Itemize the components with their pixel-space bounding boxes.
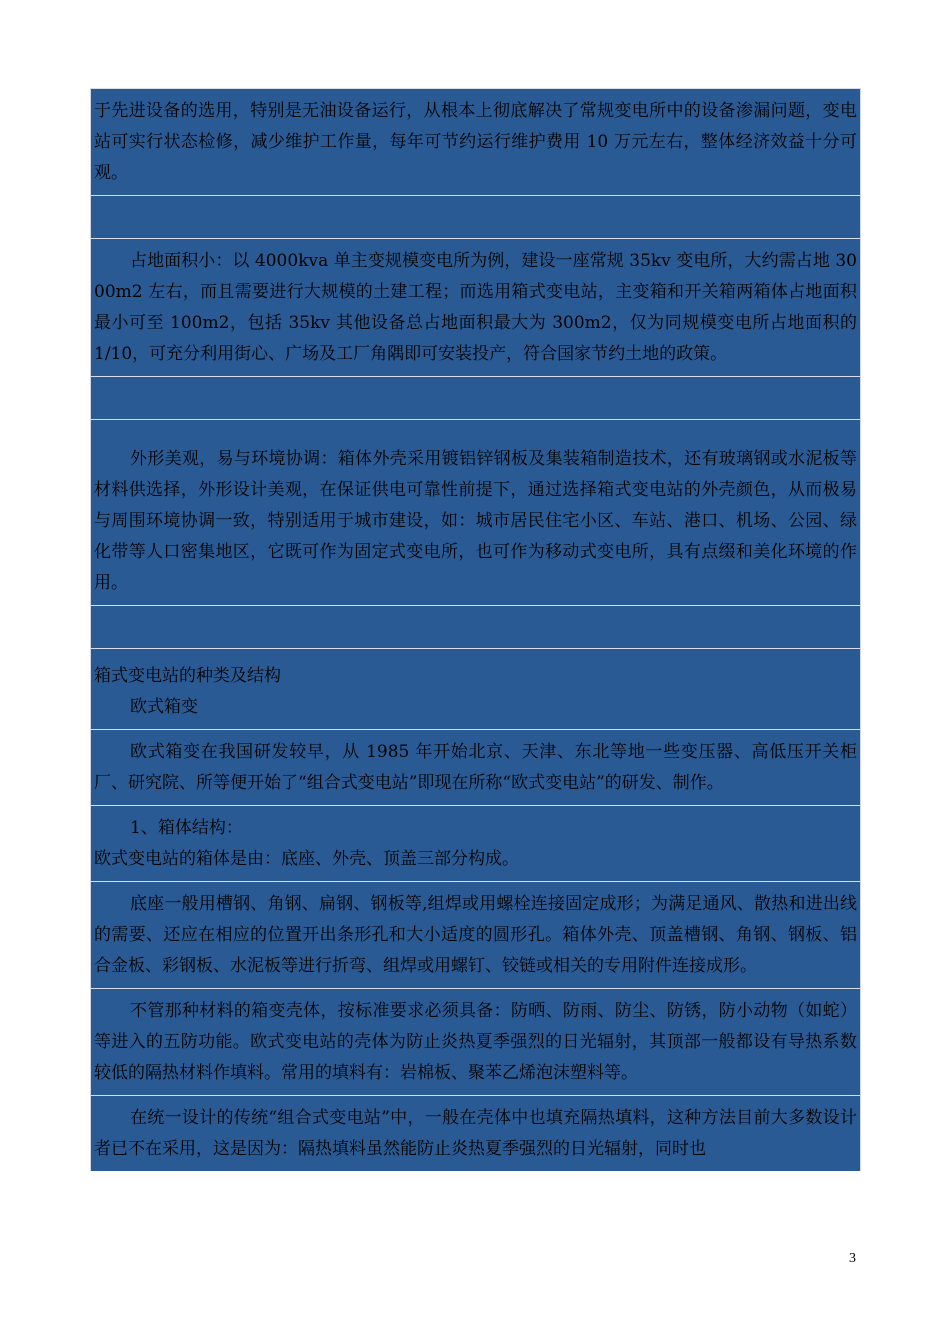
paragraph-text: 底座一般用槽钢、角钢、扁钢、钢板等,组焊或用螺栓连接固定成形；为满足通风、散热和进出线的需要、还应在相应的位置开出条形孔和大小适度的圆形孔。箱体外壳、顶盖槽钢、角钢、钢板、铝合金板、彩钢板、水泥板等进行折弯、组焊或用螺钉、铰链或相关的专用附件连接成形。 [94, 894, 857, 976]
paragraph-text: 在统一设计的传统“组合式变电站”中，一般在壳体中也填充隔热填料，这种方法目前大多数设计者已不在采用，这是因为：隔热填料虽然能防止炎热夏季强烈的日光辐射，同时也 [94, 1108, 857, 1159]
paragraph-text: 于先进设备的选用，特别是无油设备运行，从根本上彻底解决了常规变电所中的设备渗漏问题，变电站可实行状态检修，减少维护工作量，每年可节约运行维护费用 10 万元左右，整体经济效益十分可观。 [94, 101, 857, 183]
blank-row [91, 195, 860, 238]
paragraph-shell-requirements [91, 988, 860, 1095]
paragraph-base-construction [91, 881, 860, 988]
paragraph-text: 不管那种材料的箱变壳体，按标准要求必须具备：防晒、防雨、防尘、防锈，防小动物（如蛇）等进入的五防功能。欧式变电站的壳体为防止炎热夏季强烈的日光辐射，其顶部一般都设有导热系数较低的隔热材料作填料。常用的填料有：岩棉板、聚苯乙烯泡沫塑料等。 [94, 1001, 857, 1083]
document-body [90, 88, 861, 1171]
paragraph-text: 欧式箱变在我国研发较早，从 1985 年开始北京、天津、东北等地一些变压器、高低压开关柜厂、研究院、所等便开始了“组合式变电站”即现在所称“欧式变电站”的研发、制作。 [94, 742, 857, 793]
paragraph-box-structure [91, 805, 860, 881]
paragraph-small-footprint [91, 238, 860, 376]
blank-row [91, 376, 860, 419]
paragraph-euro-box-history [91, 729, 860, 805]
paragraph-maintenance-benefits [91, 88, 860, 195]
section-heading-block [91, 648, 860, 729]
subsection-heading: 欧式箱变 [130, 697, 198, 717]
blank-row [91, 605, 860, 648]
section-heading: 箱式变电站的种类及结构 [94, 666, 281, 686]
paragraph-insulation-filling [91, 1095, 860, 1171]
paragraph-text: 外形美观，易与环境协调：箱体外壳采用镀铝锌钢板及集装箱制造技术，还有玻璃钢或水泥板等材料供选择，外形设计美观，在保证供电可靠性前提下，通过选择箱式变电站的外壳颜色，从而极易与周围环境协调一致，特别适用于城市建设，如：城市居民住宅小区、车站、港口、机场、公园、绿化带等人口密集地区，它既可作为固定式变电所，也可作为移动式变电所，具有点缀和美化环境的作用。 [94, 449, 857, 593]
paragraph-text: 占地面积小：以 4000kva 单主变规模变电所为例，建设一座常规 35kv 变电所，大约需占地 3000m2 左右，而且需要进行大规模的土建工程；而选用箱式变电站，主变箱和开关箱两箱体占地面积最小可至 100m2，包括 35kv 其他设备总占地面积最大为 300m2，仅为同规模变电所占地面积的 1/10，可充分利用街心、广场及工厂角隅即可安装投产，符合国家节约土地的政策。 [94, 251, 857, 364]
paragraph-appearance [91, 419, 860, 605]
paragraph-text: 欧式变电站的箱体是由：底座、外壳、顶盖三部分构成。 [94, 849, 519, 869]
page-number: 3 [849, 1251, 856, 1266]
numbered-heading: 1、箱体结构： [130, 818, 243, 838]
